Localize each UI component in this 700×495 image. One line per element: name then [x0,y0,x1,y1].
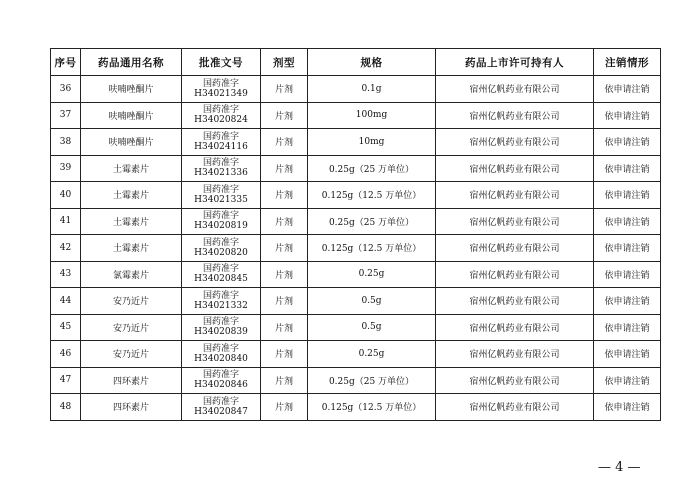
cell-license-holder: 宿州亿帆药业有限公司 [436,367,594,394]
col-header-number: 序号 [51,49,81,76]
cell-number: 40 [51,182,81,209]
cell-specification: 10mg [308,129,436,156]
cell-drug-name: 呋喃唑酮片 [81,102,182,129]
cell-specification: 0.5g [308,314,436,341]
cell-drug-name: 四环素片 [81,394,182,421]
cell-specification: 100mg [308,102,436,129]
approval-prefix: 国药准字 [202,396,239,407]
col-header-deregistration-status: 注销情形 [594,49,661,76]
cell-dosage-form: 片剂 [261,129,308,156]
cell-drug-name: 土霉素片 [81,235,182,262]
cell-drug-name: 土霉素片 [81,155,182,182]
cell-dosage-form: 片剂 [261,314,308,341]
cell-approval-number [182,367,261,394]
cell-license-holder: 宿州亿帆药业有限公司 [436,129,594,156]
cell-specification: 0.125g（12.5 万单位） [308,235,436,262]
cell-number: 43 [51,261,81,288]
cell-approval-number [182,155,261,182]
cell-specification: 0.125g（12.5 万单位） [308,182,436,209]
col-header-license-holder: 药品上市许可持有人 [436,49,594,76]
table-row [51,341,661,368]
table-row [51,314,661,341]
table-row [51,288,661,315]
cell-license-holder: 宿州亿帆药业有限公司 [436,288,594,315]
cell-specification: 0.5g [308,288,436,315]
cell-number: 44 [51,288,81,315]
cell-approval-number [182,341,261,368]
table-row [51,155,661,182]
cell-approval-number [182,394,261,421]
approval-prefix: 国药准字 [202,237,239,248]
cell-approval-number [182,76,261,103]
cell-license-holder: 宿州亿帆药业有限公司 [436,341,594,368]
table-row [51,394,661,421]
drug-deregistration-table [50,48,661,421]
page-number: — 4 — [598,460,641,475]
table-header-row [51,49,661,76]
cell-deregistration-status: 依申请注销 [594,261,661,288]
approval-code: H34020847 [194,406,248,417]
approval-code: H34020839 [194,327,248,338]
col-header-specification: 规格 [308,49,436,76]
cell-dosage-form: 片剂 [261,155,308,182]
table-row [51,129,661,156]
approval-code: H34020819 [194,221,248,232]
cell-number: 45 [51,314,81,341]
cell-number: 47 [51,367,81,394]
cell-dosage-form: 片剂 [261,367,308,394]
cell-license-holder: 宿州亿帆药业有限公司 [436,208,594,235]
table-row [51,208,661,235]
cell-number: 38 [51,129,81,156]
cell-license-holder: 宿州亿帆药业有限公司 [436,76,594,103]
cell-deregistration-status: 依申请注销 [594,129,661,156]
cell-number: 39 [51,155,81,182]
cell-specification: 0.1g [308,76,436,103]
cell-license-holder: 宿州亿帆药业有限公司 [436,235,594,262]
cell-drug-name: 呋喃唑酮片 [81,76,182,103]
cell-deregistration-status: 依申请注销 [594,394,661,421]
cell-deregistration-status: 依申请注销 [594,155,661,182]
approval-code: H34021349 [194,88,248,99]
cell-dosage-form: 片剂 [261,102,308,129]
table-row [51,261,661,288]
approval-prefix: 国药准字 [202,343,239,354]
cell-dosage-form: 片剂 [261,235,308,262]
cell-drug-name: 土霉素片 [81,182,182,209]
cell-deregistration-status: 依申请注销 [594,182,661,209]
cell-drug-name: 呋喃唑酮片 [81,129,182,156]
approval-prefix: 国药准字 [202,211,239,222]
approval-prefix: 国药准字 [202,290,239,301]
cell-license-holder: 宿州亿帆药业有限公司 [436,182,594,209]
cell-drug-name: 土霉素片 [81,208,182,235]
table-row [51,182,661,209]
cell-license-holder: 宿州亿帆药业有限公司 [436,261,594,288]
col-header-dosage-form: 剂型 [261,49,308,76]
cell-number: 46 [51,341,81,368]
approval-code: H34021332 [194,300,248,311]
approval-prefix: 国药准字 [202,78,239,89]
cell-specification: 0.25g（25 万单位） [308,208,436,235]
col-header-drug-name: 药品通用名称 [81,49,182,76]
approval-prefix: 国药准字 [202,264,239,275]
cell-approval-number [182,208,261,235]
cell-deregistration-status: 依申请注销 [594,288,661,315]
cell-license-holder: 宿州亿帆药业有限公司 [436,314,594,341]
approval-code: H34020840 [194,353,248,364]
cell-number: 37 [51,102,81,129]
cell-dosage-form: 片剂 [261,208,308,235]
approval-prefix: 国药准字 [202,158,239,169]
cell-number: 42 [51,235,81,262]
approval-code: H34020846 [194,380,248,391]
cell-deregistration-status: 依申请注销 [594,102,661,129]
cell-specification: 0.25g（25 万单位） [308,155,436,182]
table-row [51,235,661,262]
cell-dosage-form: 片剂 [261,341,308,368]
cell-license-holder: 宿州亿帆药业有限公司 [436,155,594,182]
cell-deregistration-status: 依申请注销 [594,235,661,262]
approval-prefix: 国药准字 [202,370,239,381]
cell-specification: 0.25g（25 万单位） [308,367,436,394]
cell-dosage-form: 片剂 [261,76,308,103]
cell-number: 36 [51,76,81,103]
approval-code: H34020820 [194,247,248,258]
cell-deregistration-status: 依申请注销 [594,208,661,235]
approval-code: H34021335 [194,194,248,205]
cell-specification: 0.25g [308,341,436,368]
cell-specification: 0.25g [308,261,436,288]
cell-specification: 0.125g（12.5 万单位） [308,394,436,421]
table-row [51,367,661,394]
cell-approval-number [182,288,261,315]
table-row [51,76,661,103]
cell-approval-number [182,182,261,209]
cell-drug-name: 安乃近片 [81,314,182,341]
cell-license-holder: 宿州亿帆药业有限公司 [436,394,594,421]
cell-dosage-form: 片剂 [261,261,308,288]
cell-approval-number [182,235,261,262]
cell-approval-number [182,129,261,156]
cell-deregistration-status: 依申请注销 [594,341,661,368]
cell-number: 41 [51,208,81,235]
cell-drug-name: 四环素片 [81,367,182,394]
approval-prefix: 国药准字 [202,317,239,328]
approval-code: H34020824 [194,115,248,126]
cell-deregistration-status: 依申请注销 [594,76,661,103]
approval-prefix: 国药准字 [202,184,239,195]
table-row [51,102,661,129]
cell-approval-number [182,102,261,129]
cell-drug-name: 氯霉素片 [81,261,182,288]
cell-dosage-form: 片剂 [261,394,308,421]
approval-code: H34024116 [194,141,248,152]
approval-code: H34020845 [194,274,248,285]
cell-number: 48 [51,394,81,421]
cell-dosage-form: 片剂 [261,182,308,209]
cell-dosage-form: 片剂 [261,288,308,315]
cell-approval-number [182,314,261,341]
cell-deregistration-status: 依申请注销 [594,314,661,341]
cell-drug-name: 安乃近片 [81,341,182,368]
cell-license-holder: 宿州亿帆药业有限公司 [436,102,594,129]
col-header-approval-number: 批准文号 [182,49,261,76]
cell-drug-name: 安乃近片 [81,288,182,315]
approval-prefix: 国药准字 [202,131,239,142]
cell-deregistration-status: 依申请注销 [594,367,661,394]
approval-prefix: 国药准字 [202,105,239,116]
cell-approval-number [182,261,261,288]
approval-code: H34021336 [194,168,248,179]
